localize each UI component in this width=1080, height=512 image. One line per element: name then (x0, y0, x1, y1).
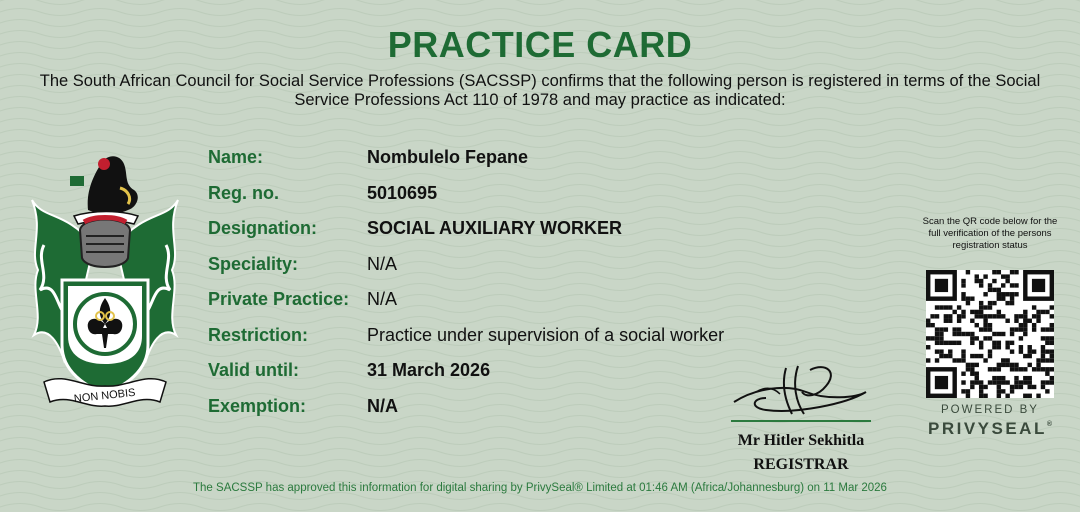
field-label: Exemption: (208, 395, 307, 416)
field-label: Designation: (208, 218, 318, 238)
registrar-signature (726, 358, 871, 424)
field-row (208, 141, 808, 177)
qr-instruction: Scan the QR code below for the full verification of the persons registration status (922, 216, 1058, 251)
field-label: Name: (208, 147, 264, 167)
field-value: 31 March 2026 (367, 360, 491, 380)
field-value: SOCIAL AUXILIARY WORKER (367, 218, 623, 238)
field-label: Reg. no. (208, 182, 279, 203)
privyseal-logo (916, 419, 1064, 439)
field-value: 5010695 (367, 182, 438, 203)
field-value: N/A (367, 253, 398, 274)
card-title: PRACTICE CARD (387, 24, 693, 65)
field-row (208, 354, 808, 390)
verification-qr-code[interactable] (926, 270, 1054, 398)
field-label: Private Practice: (208, 289, 350, 309)
field-value: N/A (367, 289, 398, 309)
crest-motto: NON NOBIS (73, 386, 137, 406)
field-value: Practice under supervision of a social worker (367, 324, 725, 345)
field-value: Nombulelo Fepane (367, 147, 529, 167)
registrar-name: Mr Hitler Sekhitla (737, 432, 865, 449)
powered-by-label: POWERED BY (941, 404, 1039, 416)
coat-of-arms (24, 150, 186, 412)
field-row (208, 212, 808, 248)
intro-statement: The South African Council for Social Service Professions (SACSSP) confirms that the following person is registered in terms of the Social Service Professions Act 110 of 1978 and may practice as indicated: (39, 72, 1041, 109)
privyseal-registered-mark: ® (1046, 421, 1053, 428)
field-row (208, 248, 808, 284)
field-value: N/A (367, 395, 398, 416)
field-label: Restriction: (208, 324, 309, 345)
field-row (208, 177, 808, 213)
field-label: Speciality: (208, 253, 299, 274)
registration-details (208, 141, 808, 425)
field-row (208, 390, 808, 426)
registrar-title: REGISTRAR (753, 456, 849, 473)
sharing-approval-footer: The SACSSP has approved this information for digital sharing by PrivySeal® Limited at 01:46 AM (Africa/Johannesburg) on 11 Mar 2026 (193, 482, 887, 494)
privyseal-brand: PRIVYSEAL (927, 419, 1047, 438)
field-row (208, 319, 808, 355)
signature-line (731, 420, 871, 422)
field-row (208, 283, 808, 319)
field-label: Valid until: (208, 360, 300, 380)
